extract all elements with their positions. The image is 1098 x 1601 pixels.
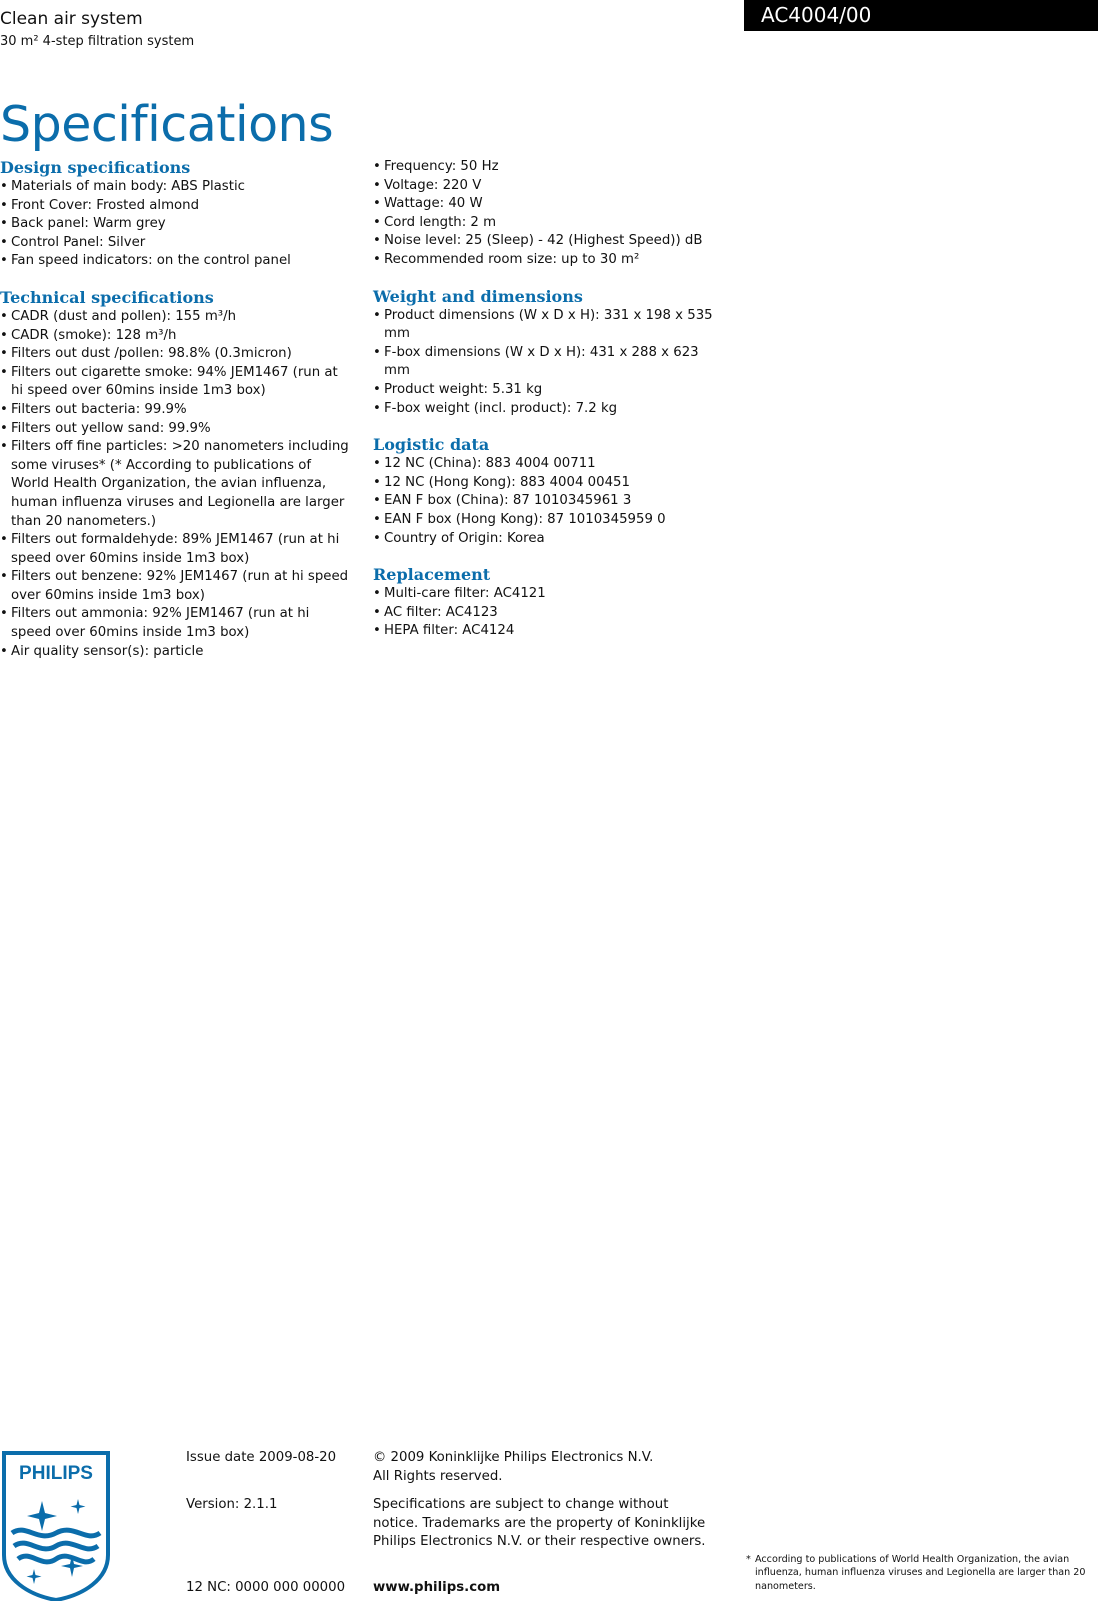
bullet-icon: • [373, 307, 381, 323]
spec-section [0, 288, 352, 661]
spec-item-text: Filters out dust /pollen: 98.8% (0.3micron) [11, 346, 292, 362]
spec-list [373, 585, 725, 641]
spec-item-text: Front Cover: Frosted almond [11, 197, 200, 213]
spec-list [373, 158, 725, 270]
model-number-bar: AC4004/00 [744, 0, 1098, 31]
bullet-icon: • [0, 179, 8, 194]
spec-item [0, 252, 352, 271]
wave-icon [12, 1530, 100, 1536]
bullet-icon: • [0, 420, 8, 436]
section-heading: Replacement [373, 565, 491, 585]
spec-item-text: Filters out formaldehyde: 89% JEM1467 (run at hi speed over 60mins inside 1m3 box) [11, 532, 340, 566]
footnote-marker: * [746, 1554, 751, 1565]
bullet-icon: • [373, 159, 381, 174]
spec-item [0, 531, 352, 568]
rights-reserved: All Rights reserved. [373, 1469, 503, 1484]
section-heading: Weight and dimensions [373, 286, 583, 306]
spec-list [0, 178, 352, 271]
spec-item [373, 177, 725, 196]
spec-list [373, 455, 725, 548]
spec-section [373, 435, 725, 548]
spec-item-text: Materials of main body: ABS Plastic [11, 179, 245, 194]
spec-item-text: AC filter: AC4123 [384, 604, 498, 620]
spec-item-text: EAN F box (China): 87 1010345961 3 [384, 493, 632, 509]
footnote [746, 1553, 1096, 1593]
disclaimer: Specifications are subject to change without notice. Trademarks are the property of Koninklijke Philips Electronics N.V. or their respective owners. [373, 1497, 706, 1550]
spec-item-text: Cord length: 2 m [384, 214, 497, 230]
spec-item-text: Noise level: 25 (Sleep) - 42 (Highest Speed)) dB [384, 233, 703, 249]
spec-item [373, 622, 725, 641]
bullet-icon: • [373, 381, 381, 397]
section-heading: Technical specifications [0, 287, 214, 307]
copyright: © 2009 Koninklijke Philips Electronics N.V. [373, 1450, 654, 1465]
philips-shield-logo [0, 1451, 112, 1601]
spec-item-text: Control Panel: Silver [11, 234, 146, 250]
spec-item [0, 643, 352, 662]
star-icon [71, 1499, 86, 1514]
section-heading: Design specifications [0, 158, 191, 177]
bullet-icon: • [373, 586, 381, 602]
version: Version: 2.1.1 [186, 1497, 278, 1512]
bullet-icon: • [0, 346, 8, 362]
spec-item [373, 158, 725, 177]
spec-item [0, 568, 352, 605]
spec-list [373, 307, 725, 419]
spec-item [0, 215, 352, 234]
spec-item-text: Country of Origin: Korea [384, 530, 545, 546]
spec-item [0, 234, 352, 253]
bullet-icon: • [373, 177, 381, 193]
spec-item [373, 195, 725, 214]
bullet-icon: • [373, 511, 381, 527]
website-link[interactable]: www.philips.com [373, 1580, 501, 1595]
spec-item [373, 232, 725, 251]
spec-item [0, 364, 352, 401]
spec-item-text: CADR (dust and pollen): 155 m³/h [11, 308, 237, 324]
bullet-icon: • [373, 493, 381, 509]
spec-item [373, 530, 725, 549]
spec-item [0, 420, 352, 439]
spec-item [0, 197, 352, 216]
bullet-icon: • [0, 439, 8, 455]
spec-item [0, 308, 352, 327]
logo-wordmark: PHILIPS [19, 1463, 93, 1484]
bullet-icon: • [0, 234, 8, 250]
spec-item [373, 400, 725, 419]
spec-section [373, 565, 725, 641]
twelve-nc: 12 NC: 0000 000 00000 [186, 1580, 346, 1595]
bullet-icon: • [373, 344, 381, 360]
page-title: Specifications [0, 95, 334, 153]
wave-icon [18, 1556, 94, 1562]
spec-item [373, 585, 725, 604]
spec-item-text: Filters out cigarette smoke: 94% JEM1467 (run at hi speed over 60mins inside 1m3 box) [11, 364, 338, 399]
footnote-text: According to publications of World Health Organization, the avian influenza, human influenza viruses and Legionella are larger than 20 nanometers. [755, 1554, 1086, 1592]
spec-section [373, 158, 725, 270]
bullet-icon: • [373, 474, 381, 490]
bullet-icon: • [0, 606, 8, 622]
spec-item-text: HEPA filter: AC4124 [384, 623, 515, 639]
spec-item [373, 455, 725, 474]
bullet-icon: • [373, 196, 381, 212]
spec-section [0, 158, 352, 271]
spec-item [0, 345, 352, 364]
bullet-icon: • [373, 233, 381, 249]
spec-item-text: Wattage: 40 W [384, 196, 483, 212]
spec-item [373, 214, 725, 233]
header-product-name: Clean air system [0, 9, 143, 29]
spec-item [0, 327, 352, 346]
spec-item [373, 511, 725, 530]
spec-item-text: F-box dimensions (W x D x H): 431 x 288 x 623 mm [384, 344, 699, 379]
bullet-icon: • [0, 197, 8, 213]
bullet-icon: • [373, 530, 381, 546]
header-product-subtitle: 30 m² 4-step filtration system [0, 34, 195, 49]
spec-item-text: Fan speed indicators: on the control panel [11, 253, 291, 269]
spec-item [373, 307, 725, 344]
star-icon [27, 1569, 42, 1584]
bullet-icon: • [373, 214, 381, 230]
spec-item [0, 401, 352, 420]
bullet-icon: • [0, 643, 8, 659]
bullet-icon: • [0, 253, 8, 269]
bullet-icon: • [0, 216, 8, 232]
spec-list [0, 308, 352, 661]
spec-item-text: Filters out bacteria: 99.9% [11, 401, 187, 417]
bullet-icon: • [0, 308, 8, 324]
bullet-icon: • [373, 400, 381, 416]
spec-section [373, 287, 725, 419]
bullet-icon: • [373, 251, 381, 267]
star-icon [27, 1501, 57, 1531]
spec-item-text: Filters out ammonia: 92% JEM1467 (run at hi speed over 60mins inside 1m3 box) [11, 606, 310, 641]
middle-spec-column [373, 158, 725, 658]
bullet-icon: • [373, 604, 381, 620]
spec-item-text: Filters off fine particles: >20 nanometers including some viruses* (* According to publications of World Health Organization, the avian influenza, human influenza viruses and Legionella are larger than 20 nanometers.) [11, 439, 349, 529]
spec-item-text: Filters out benzene: 92% JEM1467 (run at hi speed over 60mins inside 1m3 box) [11, 569, 349, 603]
bullet-icon: • [373, 456, 381, 472]
bullet-icon: • [0, 327, 8, 343]
spec-item-text: Filters out yellow sand: 99.9% [11, 420, 211, 436]
spec-item-text: Voltage: 220 V [384, 177, 482, 193]
bullet-icon: • [0, 401, 8, 417]
spec-item [373, 492, 725, 511]
spec-item [0, 605, 352, 642]
spec-item-text: 12 NC (Hong Kong): 883 4004 00451 [384, 474, 630, 490]
spec-item-text: Product dimensions (W x D x H): 331 x 198 x 535 mm [384, 307, 713, 342]
spec-item-text: Air quality sensor(s): particle [11, 643, 204, 659]
spec-item [0, 438, 352, 531]
spec-item-text: 12 NC (China): 883 4004 00711 [384, 456, 596, 472]
wave-icon [14, 1543, 98, 1549]
spec-item-text: CADR (smoke): 128 m³/h [11, 327, 177, 343]
spec-item [373, 381, 725, 400]
spec-item [373, 474, 725, 493]
spec-item-text: Back panel: Warm grey [11, 216, 166, 232]
spec-item [0, 178, 352, 197]
bullet-icon: • [0, 364, 8, 380]
left-spec-column [0, 158, 352, 678]
spec-item-text: EAN F box (Hong Kong): 87 1010345959 0 [384, 511, 666, 527]
spec-item-text: Frequency: 50 Hz [384, 159, 499, 174]
spec-item [373, 604, 725, 623]
spec-item-text: F-box weight (incl. product): 7.2 kg [384, 400, 618, 416]
spec-item [373, 251, 725, 270]
spec-item [373, 344, 725, 381]
spec-item-text: Multi-care filter: AC4121 [384, 586, 546, 602]
spec-item-text: Recommended room size: up to 30 m² [384, 251, 640, 267]
spec-item-text: Product weight: 5.31 kg [384, 381, 543, 397]
bullet-icon: • [0, 569, 8, 585]
bullet-icon: • [0, 532, 8, 548]
bullet-icon: • [373, 623, 381, 639]
section-heading: Logistic data [373, 435, 490, 455]
issue-date: Issue date 2009-08-20 [186, 1450, 337, 1465]
